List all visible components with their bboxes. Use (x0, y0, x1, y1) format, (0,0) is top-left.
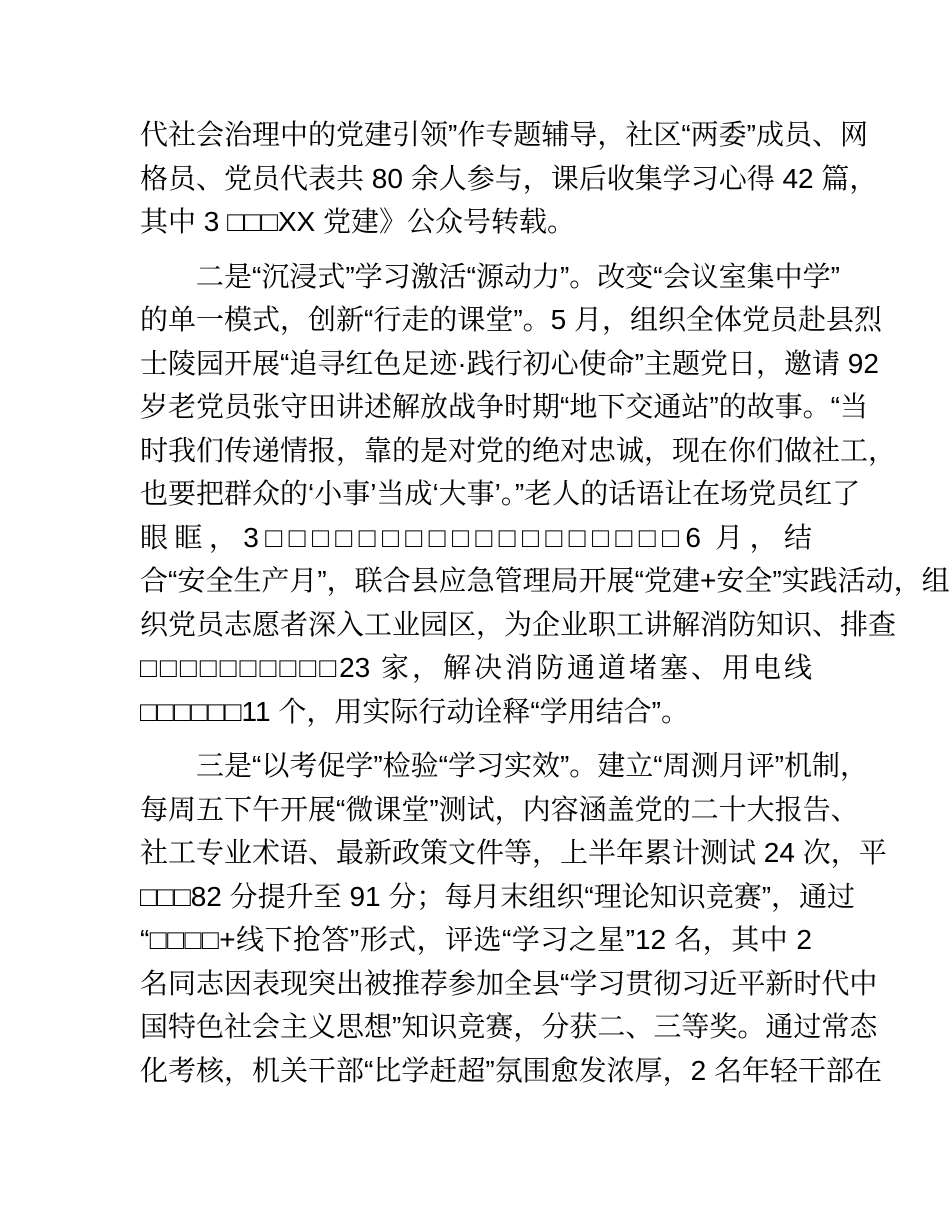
paragraph (140, 744, 887, 1092)
text-line: 社工专业术语、最新政策文件等，上半年累计测试 24 次，平 (140, 837, 887, 868)
text-line: 每周五下午开展“微课堂”测试，内容涵盖党的二十大报告、 (140, 793, 859, 825)
text-line: 化考核，机关干部“比学赶超”氛围愈发浓厚，2 名年轻干部在 (140, 1054, 883, 1086)
text-line: 岁老党员张守田讲述解放战争时期“地下交通站”的故事。“当 (140, 391, 868, 422)
text-line: 代社会治理中的党建引领”作专题辅导，社区“两委”成员、网 (140, 119, 868, 150)
paragraph (140, 113, 878, 244)
text-line: 国特色社会主义思想”知识竞赛，分获二、三等奖。通过常态 (140, 1011, 878, 1042)
text-line: 的单一模式，创新“行走的课堂”。5 月，组织全体党员赴县烈 (140, 304, 883, 335)
text-line: □□□82 分提升至 91 分；每月末组织“理论知识竞赛”，通过 (140, 880, 856, 912)
text-line: 眼眶，3□□□□□□□□□□□□□□□□□□6 月，结 (140, 521, 812, 553)
text-line: 织党员志愿者深入工业园区，为企业职工讲解消防知识、排查 (140, 608, 897, 640)
document-body (140, 113, 950, 1103)
text-line: □□□□□□11 个，用实际行动诠释“学用结合”。 (140, 695, 689, 727)
paragraph (140, 255, 950, 734)
text-line: 格员、党员代表共 80 余人参与，课后收集学习心得 42 篇， (140, 162, 878, 194)
text-line: 三是“以考促学”检验“学习实效”。建立“周测月评”机制， (196, 750, 868, 781)
text-line: 也要把群众的‘小事’当成‘大事’。”老人的话语让在场党员红了 (140, 478, 861, 509)
text-line: 士陵园开展“追寻红色足迹·践行初心使命”主题党日，邀请 92 (140, 347, 879, 379)
text-line: 时我们传递情报，靠的是对党的绝对忠诚，现在你们做社工， (140, 434, 897, 466)
text-line: 其中 3 □□□XX 党建》公众号转载。 (140, 206, 575, 237)
text-line: 名同志因表现突出被推荐参加全县“学习贯彻习近平新时代中 (140, 967, 878, 999)
text-line: 二是“沉浸式”学习激活“源动力”。改变“会议室集中学” (196, 260, 840, 292)
text-line: 合“安全生产月”，联合县应急管理局开展“党建+安全”实践活动，组 (140, 565, 950, 596)
text-line: □□□□□□□□□□23 家，解决消防通道堵塞、用电线 (140, 652, 812, 683)
text-line: “□□□□+线下抢答”形式，评选“学习之星”12 名，其中 2 (140, 924, 812, 955)
